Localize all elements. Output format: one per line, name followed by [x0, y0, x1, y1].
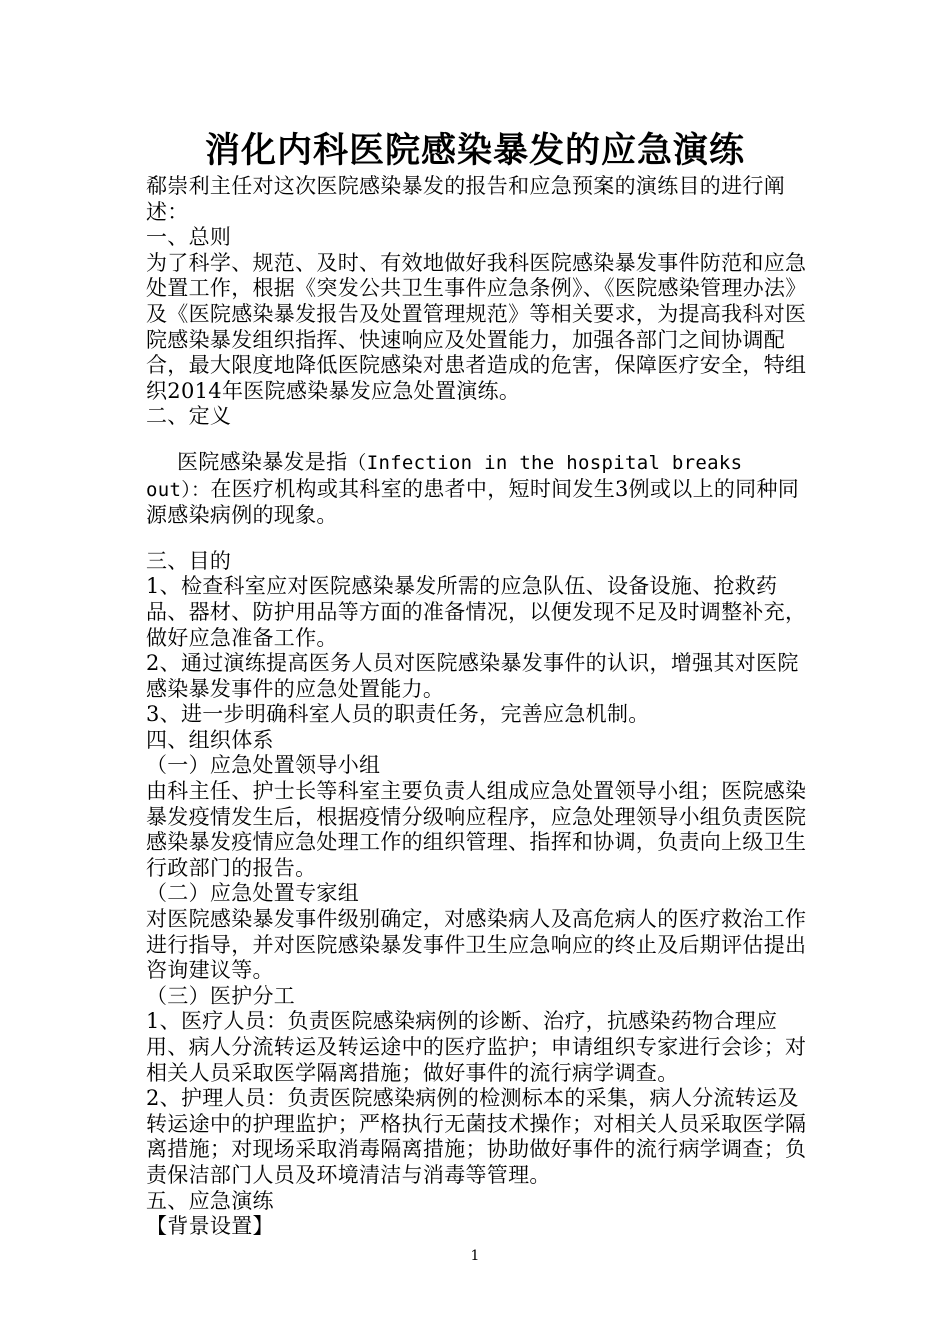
section-heading-general: 一、总则 [146, 225, 232, 250]
intro-paragraph: 郗崇利主任对这次医院感染暴发的报告和应急预案的演练目的进行阐述： [146, 174, 785, 224]
definition-english-term: （Infection in the hospital breaks out）： [146, 451, 743, 501]
section-heading-organization: 四、组织体系 [146, 727, 274, 752]
purpose-item-3: 3、进一步明确科室人员的职责任务，完善应急机制。 [146, 702, 650, 727]
document-title: 消化内科医院感染暴发的应急演练 [204, 130, 745, 171]
experts-paragraph: 对医院感染暴发事件级别确定，对感染病人及高危病人的医疗救治工作进行指导，并对医院感染暴发事件卫生应急响应的终止及后期评估提出咨询建议等。 [146, 907, 807, 983]
general-paragraph: 为了科学、规范、及时、有效地做好我科医院感染暴发事件防范和应急处置工作，根据《突发公共卫生事件应急条例》、《医院感染管理办法》及《医院感染暴发报告及处置管理规范》等相关要求，为提高我科对医院感染暴发组织指挥、快速响应及处置能力，加强各部门之间协调配合，最大限度地降低医院感染对患者造成的危害，保障医疗安全，特组织2014年医院感染暴发应急处置演练。 [146, 250, 807, 403]
subsection-heading-division: （三）医护分工 [146, 983, 296, 1008]
document-body [146, 174, 812, 1240]
definition-body: 在医疗机构或其科室的患者中，短时间发生3例或以上的同种同源感染病例的现象。 [146, 476, 800, 528]
page-number: 1 [470, 1248, 480, 1264]
section-heading-purpose: 三、目的 [146, 548, 232, 573]
leadership-paragraph: 由科主任、护士长等科室主要负责人组成应急处置领导小组；医院感染暴发疫情发生后，根据疫情分级响应程序，应急处理领导小组负责医院感染暴发疫情应急处理工作的组织管理、指挥和协调，负责向上级卫生行政部门的报告。 [146, 779, 807, 880]
section-heading-definition: 二、定义 [146, 404, 232, 429]
definition-prefix: 医院感染暴发是指 [177, 449, 348, 474]
subsection-heading-experts: （二）应急处置专家组 [146, 881, 359, 906]
section-heading-drill: 五、应急演练 [146, 1188, 274, 1213]
division-item-nursing: 2、护理人员：负责医院感染病例的检测标本的采集，病人分流转运及转运途中的护理监护；严格执行无菌技术操作；对相关人员采取医学隔离措施；对现场采取消毒隔离措施；协助做好事件的流行病学调查；负责保洁部门人员及环境清洁与消毒等管理。 [146, 1086, 807, 1187]
division-item-medical: 1、医疗人员：负责医院感染病例的诊断、治疗，抗感染药物合理应用、病人分流转运及转运途中的医疗监护；申请组织专家进行会诊；对相关人员采取医学隔离措施；做好事件的流行病学调查。 [146, 1009, 807, 1085]
subsection-heading-background: 【背景设置】 [146, 1214, 274, 1239]
definition-paragraph [146, 450, 812, 529]
subsection-heading-leadership: （一）应急处置领导小组 [146, 753, 381, 778]
purpose-item-1: 1、检查科室应对医院感染暴发所需的应急队伍、设备设施、抢救药品、器材、防护用品等方面的准备情况，以便发现不足及时调整补充，做好应急准备工作。 [146, 574, 807, 650]
purpose-item-2: 2、通过演练提高医务人员对医院感染暴发事件的认识，增强其对医院感染暴发事件的应急处置能力。 [146, 651, 799, 701]
